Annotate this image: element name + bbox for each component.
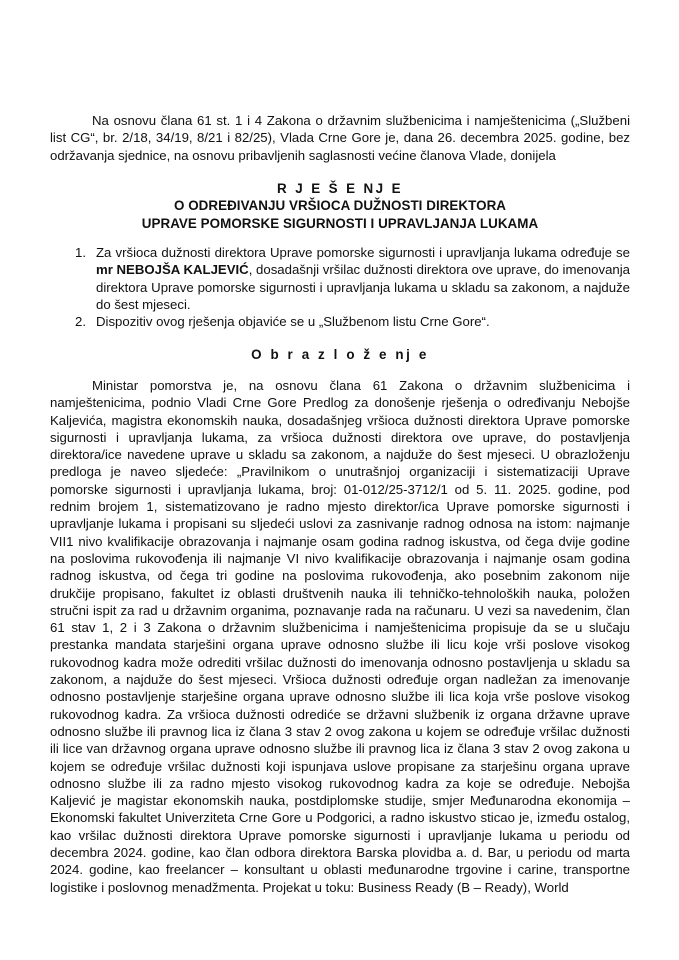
list-item-number: 1. (75, 245, 86, 261)
list-item (50, 244, 630, 313)
decision-list (50, 244, 630, 330)
list-item (50, 313, 630, 330)
intro-paragraph: Na osnovu člana 61 st. 1 i 4 Zakona o državnim službenicima i namještenicima („Službeni list CG“, br. 2/18, 34/19, 8/21 i 82/25), Vlada Crne Gore je, dana 26. decembra 2025. godine, bez održavanja sjednice, na osnovu pribavljenih saglasnosti većine članova Vlade, donijela (50, 113, 630, 163)
list-item-text (96, 313, 630, 330)
appointee-name: mr NEBOJŠA KALJEVIĆ (96, 262, 249, 278)
explanation-paragraph: Ministar pomorstva je, na osnovu člana 61 Zakona o državnim službenicima i namještenicima, podnio Vladi Crne Gore Predlog za donošenje rješenja o određivanju Nebojše Kaljevića, magistra ekonomskih nauka, dosadašnjeg vršioca dužnosti direktora Uprave pomorske sigurnosti i upravljanja lukama, za vršioca dužnosti direktora ove uprave, do postavljenja direktora/ice navedene uprave u skladu sa zakonom, a najduže do šest mjeseci. U obrazloženju predloga je naveo sljedeće: „Pravilnikom o unutrašnjoj organizaciji i sistematizaciji Uprave pomorske sigurnosti i upravljanja lukama, broj: 01-012/25-3712/1 od 5. 11. 2025. godine, pod rednim brojem 1, sistematizovano je radno mjesto direktor/ica Uprave pomorske sigurnosti i upravljanje lukama i propisani su sljedeći uslovi za zasnivanje radnog odnosa na istom: najmanje VII1 nivo kvalifikacije obrazovanja i najmanje osam godina radnog iskustva, od čega dvije godine na poslovima rukovođenja ili najmanje VI nivo kvalifikacije obrazovanja i najmanje osam godina radnog iskustva, od čega tri godine na poslovima rukovođenja, ako posebnim zakonom nije drukčije propisano, fakultet iz oblasti društvenih nauka ili tehničko-tehnoloških nauka, položen stručni ispit za rad u državnim organima, poznavanje rada na računaru. U vezi sa navedenim, član 61 stav 1, 2 i 3 Zakona o državnim službenicima i namještenicima propisuje da se u slučaju prestanka mandata starješini organa uprave odnosno službe ili licu koje vrši poslove visokog rukovodnog kadra može odrediti vršilac dužnosti do imenovanja odnosno postavljenja u skladu sa zakonom, a najduže do šest mjeseci. Vršioca dužnosti određuje organ nadležan za imenovanje odnosno postavljenje starješine organa uprave odnosno službe ili lica koja vrše poslove visokog rukovodnog kadra. Za vršioca dužnosti odrediće se državni službenik iz organa državne uprave odnosno službe ili pravnog lica iz člana 3 stav 2 ovog zakona u kojem se određuje vršilac dužnosti ili lice van državnog organa uprave odnosno službe ili pravnog lica iz člana 3 stav 2 ovog zakona u kojem se određuje vršilac dužnosti koji ispunjava uslove propisane za starješinu organa uprave odnosno službe ili za radno mjesto visokog rukovodnog kadra za koje se određuje. Nebojša Kaljević je magistar ekonomskih nauka, postdiplomske studije, smjer Međunarodna ekonomija – Ekonomski fakultet Univerziteta Crne Gore u Podgorici, a radno iskustvo sticao je, između ostalog, kao vršilac dužnosti direktora Uprave pomorske sigurnosti i upravljanje lukama u periodu od decembra 2024. godine, kao član odbora direktora Barska plovidba a. d. Bar, u periodu od marta 2024. godine, kao freelancer – konsultant u oblasti međunarodne trgovine i carine, transportne logistike i poslovnog menadžmenta. Projekat u toku: Business Ready (B – Ready), World (50, 378, 630, 895)
explanation-heading: O b r a z l o ž e nj e (251, 346, 429, 362)
title-line-rjesenje: R J E Š E NJ E (277, 180, 403, 196)
decision-title-block (50, 180, 630, 232)
title-line-subject: O ODREĐIVANJU VRŠIOCA DUŽNOSTI DIREKTORA (173, 198, 507, 214)
list-item-text-before: Za vršioca dužnosti direktora Uprave pomorske sigurnosti i upravljanja lukama određuje se (96, 245, 630, 261)
list-item-number: 2. (75, 314, 86, 330)
document-body (50, 112, 630, 896)
list-item-text (96, 244, 630, 313)
list-item-text-before: Dispozitiv ovog rješenja objaviće se u „Službenom listu Crne Gore“. (96, 314, 490, 330)
list-item-text-after: , dosadašnji vršilac dužnosti direktora ove uprave, do imenovanja direktora Uprave pomorske sigurnosti i upravljanja lukama u skladu sa zakonom, a najduže do šest mjeseci. (96, 262, 630, 312)
title-line-authority: UPRAVE POMORSKE SIGURNOSTI I UPRAVLJANJA LUKAMA (141, 215, 539, 231)
explanation-body (50, 377, 630, 896)
